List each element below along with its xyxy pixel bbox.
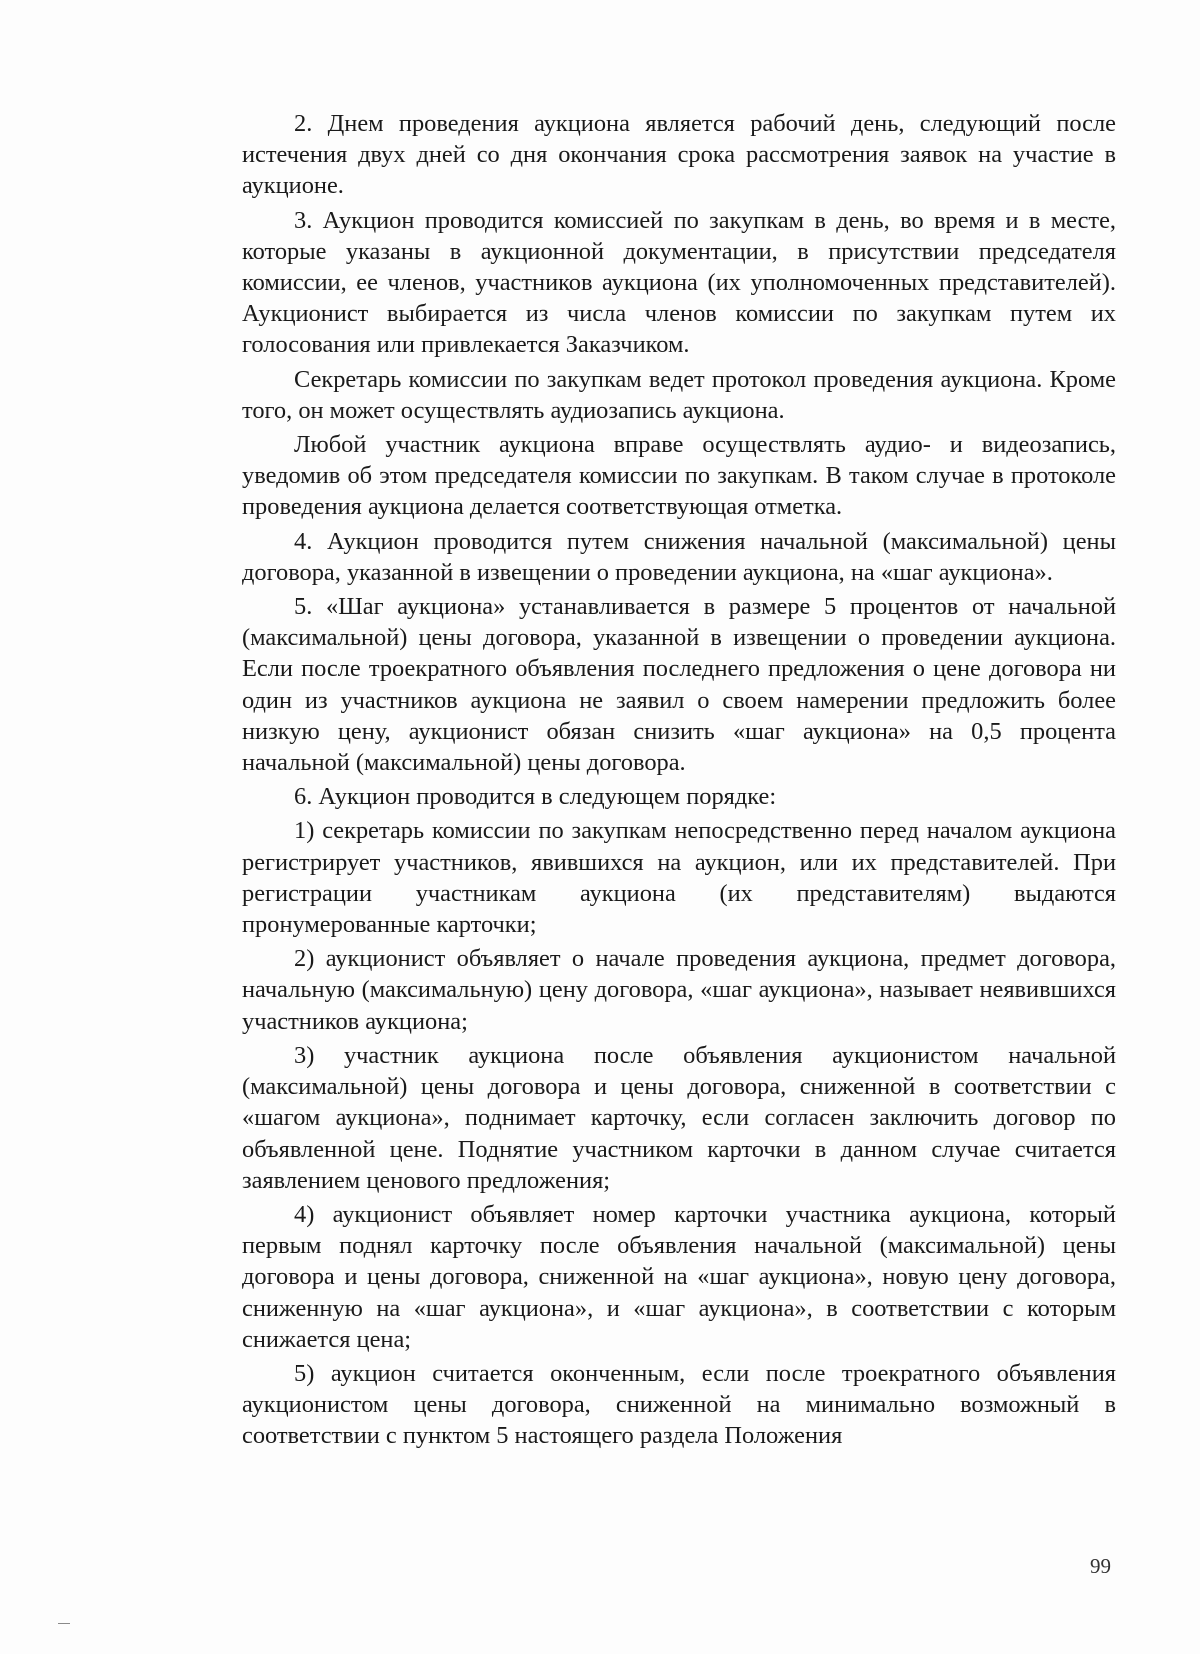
paragraph-item-4: 4. Аукцион проводится путем снижения начальной (максимальной) цены договора, указанной в извещении о проведении аукциона, на «шаг аукциона». bbox=[242, 527, 1116, 586]
scan-artifact bbox=[58, 1623, 70, 1624]
paragraph-item-5: 5. «Шаг аукциона» устанавливается в размере 5 процентов от начальной (максимальной) цены договора, указанной в извещении о проведении аукциона. Если после троекратного объявления последнего предложения о цене договора ни один из участников аукциона не заявил о своем намерении предложить более низкую цену, аукционист обязан снизить «шаг аукциона» на 0,5 процента начальной (максимальной) цены договора. bbox=[242, 593, 1116, 777]
list-item-5: 5) аукцион считается оконченным, если после троекратного объявления аукционистом цены договора, сниженной на минимально возможный в соответствии с пунктом 5 настоящего раздела Положения bbox=[242, 1359, 1116, 1450]
list-item-3: 3) участник аукциона после объявления аукционистом начальной (максимальной) цены договора и цены договора, сниженной в соответствии с «шагом аукциона», поднимает карточку, если согласен заключить договор по объявленной цене. Поднятие участником карточки в данном случае считается заявлением ценового предложения; bbox=[242, 1041, 1116, 1194]
paragraph-secretary: Секретарь комиссии по закупкам ведет протокол проведения аукциона. Кроме того, он может осуществлять аудиозапись аукциона. bbox=[242, 365, 1116, 424]
paragraph-recording: Любой участник аукциона вправе осуществлять аудио- и видеозапись, уведомив об этом председателя комиссии по закупкам. В таком случае в протоколе проведения аукциона делается соответствующая отметка. bbox=[242, 431, 1116, 521]
list-item-1: 1) секретарь комиссии по закупкам непосредственно перед началом аукциона регистрирует участников, явившихся на аукцион, или их представителей. При регистрации участникам аукциона (их представителям) выдаются пронумерованные карточки; bbox=[242, 817, 1116, 939]
paragraph-item-6: 6. Аукцион проводится в следующем порядке: bbox=[294, 783, 777, 811]
paragraph-item-2: 2. Днем проведения аукциона является рабочий день, следующий после истечения двух дней со дня окончания срока рассмотрения заявок на участие в аукционе. bbox=[242, 110, 1116, 200]
page-number: 99 bbox=[1090, 1554, 1111, 1578]
list-item-2: 2) аукционист объявляет о начале проведения аукциона, предмет договора, начальную (максимальную) цену договора, «шаг аукциона», называет неявившихся участников аукциона; bbox=[242, 945, 1116, 1035]
document-body bbox=[242, 108, 1116, 1455]
list-item-4: 4) аукционист объявляет номер карточки участника аукциона, который первым поднял карточку после объявления начальной (максимальной) цены договора и цены договора, сниженной на «шаг аукциона», новую цену договора, сниженную на «шаг аукциона», и «шаг аукциона», в соответствии с которым снижается цена; bbox=[242, 1200, 1116, 1353]
paragraph-item-3: 3. Аукцион проводится комиссией по закупкам в день, во время и в месте, которые указаны в аукционной документации, в присутствии председателя комиссии, ее членов, участников аукциона (их уполномоченных представителей). Аукционист выбирается из числа членов комиссии по закупкам путем их голосования или привлекается Заказчиком. bbox=[242, 206, 1116, 359]
